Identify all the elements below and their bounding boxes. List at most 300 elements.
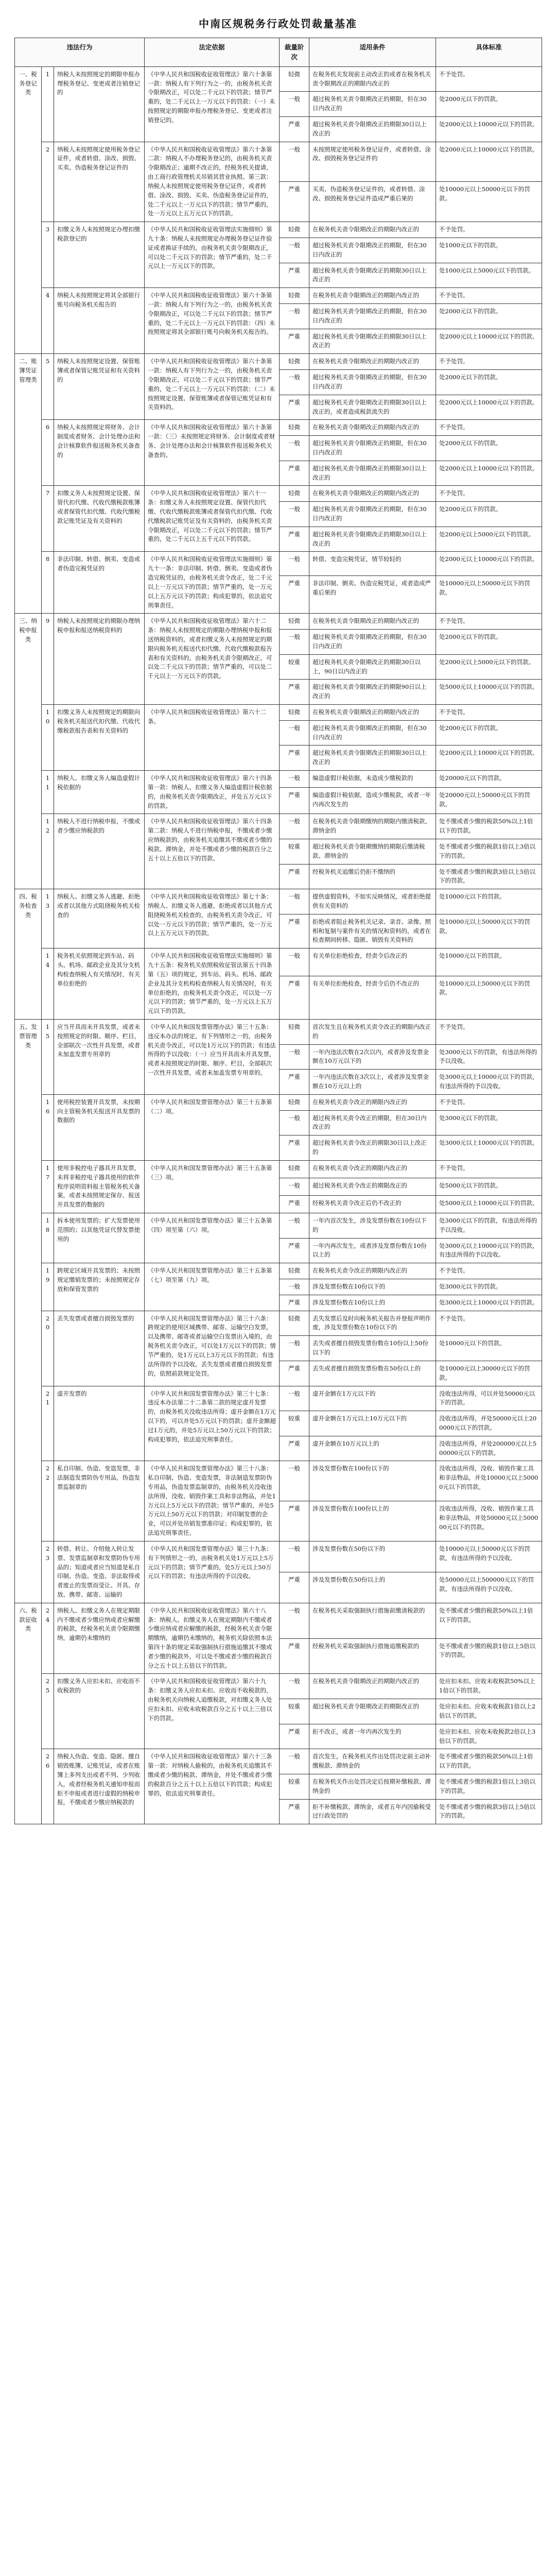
violation-cell: 使用税控装置开具发票，未按期向主管税务机关报送开具发票的数据的	[54, 1094, 145, 1160]
applicable-condition: 超过税务机关责令限期改正的期限，但在30日内改正的	[309, 238, 436, 263]
table-row	[15, 705, 542, 721]
penalty-standard: 不予处罚。	[436, 66, 542, 92]
item-number: 14	[42, 948, 54, 1020]
applicable-condition: 超过税务机关责令限期改正的期限，但在30日内改正的	[309, 370, 436, 395]
discretion-level: 一般	[280, 630, 309, 655]
penalty-standard: 处10000元以下的罚款。	[436, 948, 542, 976]
applicable-condition: 丢失发票后及时向税务机关报告并登报声明作废，涉及发票份数在10份以下的	[309, 1311, 436, 1336]
applicable-condition: 编造虚假计税依据，造成少缴税款，或者一年内再次发生的	[309, 787, 436, 814]
item-number: 24	[42, 1603, 54, 1674]
penalty-standard: 处不缴或者少缴的税款1倍以上3倍以下的罚款。	[436, 1774, 542, 1799]
discretion-level: 严重	[280, 914, 309, 948]
discretion-level: 轻微	[280, 66, 309, 92]
discretion-level: 轻微	[280, 1019, 309, 1044]
item-number: 3	[42, 222, 54, 288]
applicable-condition: 在税务机关采取强制执行措施前缴清税款的	[309, 1603, 436, 1638]
penalty-standard: 没收违法所得，并处200000元以上500000元以下的罚款。	[436, 1436, 542, 1461]
applicable-condition: 涉及发票份数在10份以上的	[309, 1295, 436, 1311]
applicable-condition: 在税务机关责令改正的期限内改正的	[309, 1160, 436, 1178]
violation-cell: 纳税人未按照规定的期限申报办理税务登记、变更或者注销登记的	[54, 66, 145, 142]
legal-basis-cell: 《中华人民共和国发票管理办法》第三十七条：违反本办法第二十二条第二款的规定虚开发票的，由税务机关没收违法所得；虚开金额在1万元以下的，可以并处5万元以下的罚款；虚开金额超过1万元的，并处5万元以上50万元以下的罚款；构成犯罪的，依法追究刑事责任。	[145, 1386, 280, 1461]
penalty-standard: 处3000元以上10000元以下的罚款，有违法所得的予以没收。	[436, 1238, 542, 1263]
penalty-standard: 处3000元以下的罚款。	[436, 1279, 542, 1295]
discretion-level: 严重	[280, 787, 309, 814]
discretion-level: 一般	[280, 1044, 309, 1070]
item-number: 26	[42, 1749, 54, 1824]
discretion-level: 一般	[280, 436, 309, 461]
applicable-condition: 经税务机关追缴后仍拒不缴纳的	[309, 864, 436, 889]
legal-basis-cell: 《中华人民共和国税收征收管理法》第六十条第一款：纳税人有下列行为之一的，由税务机关责令限期改正，可以处二千元以下的罚款；情节严重的，处二千元以上一万元以下的罚款：（一）未按照规定的期限申报办理税务登记、变更或者注销登记的。	[145, 66, 280, 142]
applicable-condition: 丢失或者擅自损毁发票份数在10份以上50份以下的	[309, 1336, 436, 1361]
violation-cell: 虚开发票的	[54, 1386, 145, 1461]
penalty-standard: 不予处罚。	[436, 1160, 542, 1178]
discretion-level: 严重	[280, 1136, 309, 1161]
penalty-standard: 处不缴或者少缴的税款3倍以上5倍以下的罚款。	[436, 864, 542, 889]
discretion-level: 较重	[280, 839, 309, 864]
discretion-level: 一般	[280, 814, 309, 839]
penalty-standard: 处不缴或者少缴的税款1倍以上3倍以下的罚款。	[436, 839, 542, 864]
penalty-standard: 不予处罚。	[436, 1311, 542, 1336]
penalty-standard: 处不缴或者少缴的税款3倍以上5倍以下的罚款。	[436, 1799, 542, 1824]
item-number: 1	[42, 66, 54, 142]
penalty-standard: 处3000元以上10000元以下的罚款。	[436, 1136, 542, 1161]
discretion-level: 严重	[280, 680, 309, 705]
discretion-level: 严重	[280, 1361, 309, 1386]
applicable-condition: 涉及发票份数在10份以下的	[309, 1279, 436, 1295]
item-number: 19	[42, 1263, 54, 1311]
violation-cell: 纳税人、扣缴义务人在规定期限内不缴或者少缴应纳或者应解缴的税款，经税务机关责令限期缴纳，逾期仍未缴纳的	[54, 1603, 145, 1674]
legal-basis-cell: 《中华人民共和国税收征收管理法》第六十八条：纳税人、扣缴义务人在规定期限内不缴或者少缴应纳或者应解缴的税款，经税务机关责令限期缴纳，逾期仍未缴纳的，税务机关除依照本法第四十条的规定采取强制执行措施追缴其不缴或者少缴的税款外，可以处不缴或者少缴的税款百分之五十以上五倍以下的罚款。	[145, 1603, 280, 1674]
applicable-condition: 在税务机关责令改正的期限内改正的	[309, 1263, 436, 1279]
category-cell: 六、税款征收类	[15, 1603, 42, 1824]
table-row	[15, 354, 542, 370]
violation-cell: 非法印制、转借、倒卖、变造或者伪造完税凭证的	[54, 552, 145, 614]
penalty-standard: 不予处罚。	[436, 222, 542, 238]
item-number: 7	[42, 486, 54, 552]
discretion-level: 严重	[280, 395, 309, 420]
violation-cell: 纳税人伪造、变造、隐匿、擅自销毁账簿、记账凭证，或者在账簿上多列支出或者不列、少列收入，或者经税务机关通知申报而拒不申报或者进行虚假的纳税申报，不缴或者少缴应纳税款的	[54, 1749, 145, 1824]
legal-basis-cell: 《中华人民共和国税收征收管理法实施细则》第九十五条：税务机关依照税收征管法第五十四条第（五）项的规定，到车站、码头、机场、邮政企业及其分支机构检查纳税人有关情况时，有关单位拒绝的，由税务机关责令改正，可以处一万元以下的罚款；情节严重的，处一万元以上五万元以下的罚款。	[145, 948, 280, 1020]
discretion-level: 严重	[280, 182, 309, 222]
legal-basis-cell: 《中华人民共和国税收征收管理法》第六十九条：扣缴义务人应扣未扣、应收而不收税款的，由税务机关向纳税人追缴税款，对扣缴义务人处应扣未扣、应收未收税款百分之五十以上三倍以下的罚款。	[145, 1674, 280, 1749]
penalty-standard: 没收违法所得，并处50000元以上200000元以下的罚款。	[436, 1411, 542, 1436]
item-number: 21	[42, 1386, 54, 1461]
table-row	[15, 1019, 542, 1044]
category-cell: 四、税务检查类	[15, 889, 42, 1020]
discretion-level: 严重	[280, 745, 309, 771]
discretion-level: 一般	[280, 1213, 309, 1238]
applicable-condition: 提供虚假资料，不如实反映情况，或者拒绝提供有关资料的	[309, 889, 436, 914]
discretion-level: 一般	[280, 1541, 309, 1572]
item-number: 6	[42, 420, 54, 486]
table-row	[15, 1094, 542, 1110]
table-row	[15, 1263, 542, 1279]
table-row	[15, 1461, 542, 1501]
legal-basis-cell: 《中华人民共和国发票管理办法》第三十六条：跨规定的使用区域携带、邮寄、运输空白发票，以及携带、邮寄或者运输空白发票出入境的，由税务机关责令改正，可以处1万元以下的罚款；情节严重的，处1万元以上3万元以下的罚款；有违法所得的予以没收。丢失发票或者擅自损毁发票的，依照前款规定处罚。	[145, 1311, 280, 1386]
header-standard: 具体标准	[436, 38, 542, 67]
applicable-condition: 超过税务机关责令限期改正的期限，但在30日内改正的	[309, 436, 436, 461]
penalty-standard: 处5000元以下的罚款。	[436, 1178, 542, 1195]
violation-cell: 拆本使用发票的；扩大发票使用范围的；以其他凭证代替发票使用的	[54, 1213, 145, 1263]
applicable-condition: 一年内违法次数在2次以内，或者涉及发票金额在10万元以下的	[309, 1044, 436, 1070]
penalty-standard: 处2000元以上5000元以下的罚款。	[436, 527, 542, 552]
penalty-standard: 没收违法所得，没收、销毁作案工具和非法物品，并处10000元以上50000元以下的罚款。	[436, 1461, 542, 1501]
legal-basis-cell: 《中华人民共和国发票管理办法》第三十八条：私自印制、伪造、变造发票，非法制造发票防伪专用品，伪造发票监制章的，由税务机关没收违法所得，没收、销毁作案工具和非法物品，并处1万元以上5万元以下的罚款；情节严重的，并处5万元以上50万元以下的罚款；对印制发票的企业，可以并处吊销发票准印证；构成犯罪的，依法追究刑事责任。	[145, 1461, 280, 1541]
table-row	[15, 222, 542, 238]
applicable-condition: 在税务机关责令限期改正的期限内改正的	[309, 288, 436, 304]
applicable-condition: 超过税务机关责令限期改正的期限，但在30日内改正的	[309, 304, 436, 329]
applicable-condition: 在税务机关责令限期改正的期限内改正的	[309, 354, 436, 370]
item-number: 22	[42, 1461, 54, 1541]
legal-basis-cell: 《中华人民共和国税收征收管理法实施细则》第九十条：纳税人未按照规定办理税务登记证件验证或者换证手续的，由税务机关责令限期改正，可以处二千元以下的罚款；情节严重的，处二千元以上一万元以下的罚款。	[145, 222, 280, 288]
penalty-standard: 不予处罚。	[436, 420, 542, 436]
discretion-level: 较重	[280, 1411, 309, 1436]
applicable-condition: 经税务机关责令改正后仍不改正的	[309, 1195, 436, 1213]
penalty-standard: 处10000元以下的罚款。	[436, 1336, 542, 1361]
applicable-condition: 买卖、伪造税务登记证件的，或者转借、涂改、损毁税务登记证件造成严重后果的	[309, 182, 436, 222]
applicable-condition: 首次发生且在税务机关责令改正的期限内改正的	[309, 1019, 436, 1044]
discretion-level: 轻微	[280, 1160, 309, 1178]
discretion-level: 较重	[280, 1699, 309, 1724]
table-row	[15, 1160, 542, 1178]
applicable-condition: 未按照规定使用税务登记证件，或者转借、涂改、损毁税务登记证件的	[309, 142, 436, 182]
item-number: 13	[42, 889, 54, 948]
applicable-condition: 有关单位拒绝检查，经责令后仍不改正的	[309, 976, 436, 1019]
applicable-condition: 超过税务机关责令限期改正的期限改正的	[309, 1699, 436, 1724]
penalty-standard: 处10000元以上50000元以下的罚款。	[436, 575, 542, 613]
item-number: 10	[42, 705, 54, 771]
discretion-level: 一般	[280, 1110, 309, 1136]
penalty-standard: 处2000元以上10000元以下的罚款。	[436, 117, 542, 142]
applicable-condition: 超过税务机关责令限期缴纳的期限后缴清税款、滞纳金的	[309, 839, 436, 864]
discretion-level: 一般	[280, 948, 309, 976]
discretion-level: 严重	[280, 117, 309, 142]
penalty-standard: 没收违法所得，没收、销毁作案工具和非法物品，并处50000元以上500000元以下的罚款。	[436, 1501, 542, 1541]
discretion-level: 一般	[280, 370, 309, 395]
discretion-level: 轻微	[280, 420, 309, 436]
violation-cell: 纳税人未按照规定设置、保管账簿或者保管记账凭证和有关资料的	[54, 354, 145, 420]
legal-basis-cell: 《中华人民共和国发票管理办法》第三十五条第（二）项。	[145, 1094, 280, 1160]
item-number: 2	[42, 142, 54, 222]
discretion-level: 一般	[280, 1178, 309, 1195]
discretion-level: 一般	[280, 304, 309, 329]
applicable-condition: 涉及发票份数在50份以下的	[309, 1541, 436, 1572]
violation-cell: 纳税人、扣缴义务人逃避、拒绝或者以其他方式阻挠税务机关检查的	[54, 889, 145, 948]
legal-basis-cell: 《中华人民共和国税收征收管理法》第六十四条第二款：纳税人不进行纳税申报，不缴或者少缴应纳税款的，由税务机关追缴其不缴或者少缴的税款、滞纳金，并处不缴或者少缴的税款百分之五十以上五倍以下的罚款。	[145, 814, 280, 889]
applicable-condition: 虚开金额在1万元以下的	[309, 1386, 436, 1411]
discretion-level: 严重	[280, 1295, 309, 1311]
discretion-level: 一般	[280, 1336, 309, 1361]
table-row	[15, 1386, 542, 1411]
table-row	[15, 771, 542, 788]
discretion-level: 严重	[280, 461, 309, 486]
violation-cell: 转借、转让、介绍他人转让发票、发票监制章和发票防伪专用品的；知道或者应当知道是私自印制、伪造、变造、非法取得或者废止的发票而受让、开具、存放、携带、邮寄、运输的	[54, 1541, 145, 1603]
penalty-standard: 不予处罚。	[436, 1019, 542, 1044]
discretion-level: 较重	[280, 654, 309, 680]
violation-cell: 纳税人未按照规定使用税务登记证件，或者转借、涂改、损毁、买卖、伪造税务登记证件的	[54, 142, 145, 222]
applicable-condition: 拒绝或者阻止税务机关记录、录音、录像、照相和复制与案件有关的情况和资料的，或者在检查期间转移、隐匿、销毁有关资料的	[309, 914, 436, 948]
violation-cell: 丢失发票或者擅自损毁发票的	[54, 1311, 145, 1386]
penalty-standard: 处2000元以上10000元以下的罚款。	[436, 745, 542, 771]
penalty-standard: 不予处罚。	[436, 486, 542, 502]
penalty-standard: 处5000元以上10000元以下的罚款。	[436, 1195, 542, 1213]
table-row	[15, 1541, 542, 1572]
applicable-condition: 超过税务机关责令改正的期限，但在30日内改正的	[309, 1110, 436, 1136]
table-row	[15, 814, 542, 839]
violation-cell: 纳税人未按照规定的期限办理纳税申报和报送纳税资料的	[54, 614, 145, 705]
discretion-level: 一般	[280, 552, 309, 575]
discretion-level: 轻微	[280, 222, 309, 238]
item-number: 15	[42, 1019, 54, 1094]
table-header-row	[15, 38, 542, 67]
penalty-standard: 处3000元以下的罚款，有违法所得的予以没收。	[436, 1213, 542, 1238]
discretion-level: 严重	[280, 1799, 309, 1824]
applicable-condition: 拒不改正，或者一年内再次发生的	[309, 1724, 436, 1749]
penalty-standard: 处3000元以下的罚款，有违法所得的予以没收。	[436, 1044, 542, 1070]
discretion-level: 一般	[280, 1461, 309, 1501]
violation-cell: 私自印制、伪造、变造发票，非法制造发票防伪专用品，伪造发票监制章的	[54, 1461, 145, 1541]
item-number: 12	[42, 814, 54, 889]
penalty-standard: 处应扣未扣、应收未收税款50%以上1倍以下的罚款。	[436, 1674, 542, 1699]
penalty-standard: 处10000元以上50000元以下的罚款。	[436, 914, 542, 948]
header-condition: 适用条件	[309, 38, 436, 67]
discretion-level: 严重	[280, 1638, 309, 1674]
applicable-condition: 丢失或者擅自损毁发票份数在50份以上的	[309, 1361, 436, 1386]
violation-cell: 扣缴义务人未按照规定设置、保管代扣代缴、代收代缴税款账簿或者保管代扣代缴、代收代缴税款记账凭证及有关资料的	[54, 486, 145, 552]
table-row	[15, 889, 542, 914]
discretion-level: 严重	[280, 1195, 309, 1213]
item-number: 23	[42, 1541, 54, 1603]
penalty-standard: 处应扣未扣、应收未收税款1倍以上2倍以下的罚款。	[436, 1699, 542, 1724]
legal-basis-cell: 《中华人民共和国税收征收管理法》第六十条第一款：（三）未按照规定将财务、会计制度或者财务、会计处理办法和会计核算软件报送税务机关备查的。	[145, 420, 280, 486]
violation-cell: 扣缴义务人应扣未扣、应收而不收税款的	[54, 1674, 145, 1749]
table-row	[15, 1213, 542, 1238]
discretion-level: 一般	[280, 238, 309, 263]
applicable-condition: 在税务机关责令限期改正的期限内改正的	[309, 222, 436, 238]
applicable-condition: 一年内违法次数在3次以上，或者涉及发票金额在10万元以上的	[309, 1070, 436, 1095]
table-row	[15, 288, 542, 304]
discretion-level: 一般	[280, 1279, 309, 1295]
applicable-condition: 超过税务机关责令限期改正的期限30日以上改正的	[309, 527, 436, 552]
table-row	[15, 948, 542, 976]
violation-cell: 应当开具而未开具发票，或者未按照规定的时限、顺序、栏目，全部联次一次性开具发票，或者未加盖发票专用章的	[54, 1019, 145, 1094]
item-number: 25	[42, 1674, 54, 1749]
penalty-standard: 处2000元以下的罚款。	[436, 502, 542, 527]
legal-basis-cell: 《中华人民共和国发票管理办法》第三十九条：有下列情形之一的，由税务机关处1万元以上5万元以下的罚款；情节严重的，处5万元以上50万元以下的罚款；有违法所得的予以没收。	[145, 1541, 280, 1603]
category-cell: 三、纳税申报类	[15, 614, 42, 889]
applicable-condition: 有关单位拒绝检查，经责令后改正的	[309, 948, 436, 976]
table-row	[15, 552, 542, 575]
discretion-level: 严重	[280, 1436, 309, 1461]
penalty-standard: 不予处罚。	[436, 288, 542, 304]
category-cell: 二、账簿凭证管理类	[15, 354, 42, 614]
discretion-level: 轻微	[280, 1311, 309, 1336]
penalty-standard: 处20000元以上50000元以下的罚款。	[436, 787, 542, 814]
applicable-condition: 编造虚假计税依据，未造成少缴税款的	[309, 771, 436, 788]
legal-basis-cell: 《中华人民共和国发票管理办法》第三十五条第（七）项至第（九）项。	[145, 1263, 280, 1311]
discretion-level: 一般	[280, 720, 309, 745]
discretion-level: 一般	[280, 92, 309, 117]
violation-cell: 税务机关依照规定到车站、码头、机场、邮政企业及其分支机构检查纳税人有关情况时，有关单位拒绝的	[54, 948, 145, 1020]
applicable-condition: 在税务机关责令改正的期限内改正的	[309, 1094, 436, 1110]
penalty-standard: 处5000元以上10000元以下的罚款。	[436, 680, 542, 705]
applicable-condition: 在税务机关责令限期改正的期限内改正的	[309, 486, 436, 502]
item-number: 16	[42, 1094, 54, 1160]
legal-basis-cell: 《中华人民共和国税收征收管理法实施细则》第九十一条：非法印制、转借、倒卖、变造或者伪造完税凭证的，由税务机关责令改正，处二千元以上一万元以下的罚款；情节严重的，处一万元以上五万元以下的罚款；构成犯罪的，依法追究刑事责任。	[145, 552, 280, 614]
applicable-condition: 首次发生，在税务机关作出处罚决定前主动补缴税款、滞纳金的	[309, 1749, 436, 1774]
violation-cell: 跨规定区域开具发票的；未按照规定缴销发票的；未按照规定存放和保管发票的	[54, 1263, 145, 1311]
penalty-standard: 处2000元以上10000元以下的罚款。	[436, 329, 542, 354]
applicable-condition: 在税务机关发现前主动改正的或者在税务机关责令限期改正的期限内改正的	[309, 66, 436, 92]
penalty-standard: 处2000元以下的罚款。	[436, 720, 542, 745]
applicable-condition: 非法印制、倒卖、伪造完税凭证，或者造成严重后果的	[309, 575, 436, 613]
penalty-standard: 处2000元以上10000元以下的罚款。	[436, 142, 542, 182]
penalty-standard: 处10000元以上50000元以下的罚款。	[436, 182, 542, 222]
penalty-standard: 处3000元以下的罚款。	[436, 1110, 542, 1136]
legal-basis-cell: 《中华人民共和国税收征收管理法》第六十一条：扣缴义务人未按照规定设置、保管代扣代缴、代收代缴税款账簿或者保管代扣代缴、代收代缴税款记账凭证及有关资料的，由税务机关责令限期改正，可以处二千元以下的罚款；情节严重的，处二千元以上五千元以下的罚款。	[145, 486, 280, 552]
header-violation: 违法行为	[15, 38, 145, 67]
legal-basis-cell: 《中华人民共和国税收征收管理法》第六十二条：纳税人未按照规定的期限办理纳税申报和报送纳税资料的，或者扣缴义务人未按照规定的期限向税务机关报送代扣代缴、代收代缴税款报告表和有关资料的，由税务机关责令限期改正，可以处二千元以下的罚款；情节严重的，可以处二千元以上一万元以下的罚款。	[145, 614, 280, 705]
discretion-level: 一般	[280, 142, 309, 182]
penalty-standard: 处2000元以上5000元以下的罚款。	[436, 654, 542, 680]
discretion-level: 一般	[280, 1603, 309, 1638]
applicable-condition: 一年内再次发生，或者涉及发票份数在10份以上的	[309, 1238, 436, 1263]
penalty-standard: 处2000元以上10000元以下的罚款。	[436, 552, 542, 575]
discretion-level: 一般	[280, 771, 309, 788]
table-row	[15, 1603, 542, 1638]
applicable-condition: 超过税务机关责令限期改正的期限30日以上改正的	[309, 329, 436, 354]
penalty-standard: 处10000元以上30000元以下的罚款。	[436, 1361, 542, 1386]
discretion-level: 严重	[280, 1501, 309, 1541]
table-header	[15, 38, 542, 67]
table-row	[15, 1674, 542, 1699]
applicable-condition: 超过税务机关责令限期改正的期限30日以上改正的，或者造成税款流失的	[309, 395, 436, 420]
table-row	[15, 142, 542, 182]
discretion-level: 较重	[280, 1774, 309, 1799]
document-title: 中南区规税务行政处罚裁量基准	[199, 18, 357, 30]
header-basis: 法定依据	[145, 38, 280, 67]
discretion-level: 严重	[280, 527, 309, 552]
discretion-level: 严重	[280, 329, 309, 354]
penalty-standard: 处应扣未扣、应收未收税款2倍以上3倍以下的罚款。	[436, 1724, 542, 1749]
violation-cell: 纳税人、扣缴义务人编造虚假计税依据的	[54, 771, 145, 814]
discretion-level: 轻微	[280, 354, 309, 370]
legal-basis-cell: 《中华人民共和国税收征收管理法》第六十三条第一款：对纳税人偷税的，由税务机关追缴其不缴或者少缴的税款、滞纳金，并处不缴或者少缴的税款百分之五十以上五倍以下的罚款；构成犯罪的，依法追究刑事责任。	[145, 1749, 280, 1824]
legal-basis-cell: 《中华人民共和国税收征收管理法》第六十条第一款：纳税人有下列行为之一的，由税务机关责令限期改正，可以处二千元以下的罚款；情节严重的，处二千元以上一万元以下的罚款：（四）未按照规定将其全部银行账号向税务机关报告的。	[145, 288, 280, 354]
penalty-standard: 处10000元以上50000元以下的罚款。	[436, 976, 542, 1019]
applicable-condition: 在税务机关责令限期缴纳的期限内缴清税款、滞纳金的	[309, 814, 436, 839]
penalty-standard: 处50000元以上500000元以下的罚款，有违法所得的予以没收。	[436, 1572, 542, 1603]
category-cell: 五、发票管理类	[15, 1019, 42, 1603]
applicable-condition: 超过税务机关责令改正的期限改正的	[309, 1178, 436, 1195]
legal-basis-cell: 《中华人民共和国税收征收管理法》第六十条第一款：纳税人有下列行为之一的，由税务机关责令限期改正，可以处二千元以下的罚款；情节严重的，处二千元以上一万元以下的罚款：（二）未按照规定设置、保管账簿或者保管记账凭证和有关资料的。	[145, 354, 280, 420]
penalty-table	[14, 38, 542, 1824]
penalty-standard: 处3000元以上10000元以下的罚款。	[436, 1295, 542, 1311]
applicable-condition: 虚开金额在1万元以上10万元以下的	[309, 1411, 436, 1436]
item-number: 11	[42, 771, 54, 814]
penalty-standard: 不予处罚。	[436, 1094, 542, 1110]
discretion-level: 轻微	[280, 614, 309, 630]
applicable-condition: 涉及发票份数在100份以上的	[309, 1501, 436, 1541]
item-number: 18	[42, 1213, 54, 1263]
penalty-standard: 处不缴或者少缴的税款1倍以上5倍以下的罚款。	[436, 1638, 542, 1674]
table-row	[15, 614, 542, 630]
legal-basis-cell: 《中华人民共和国税收征收管理法》第六十二条。	[145, 705, 280, 771]
penalty-standard: 处3000元以上10000元以下的罚款，有违法所得的予以没收。	[436, 1070, 542, 1095]
penalty-standard: 处2000元以上10000元以下的罚款。	[436, 395, 542, 420]
applicable-condition: 经税务机关采取强制执行措施追缴税款的	[309, 1638, 436, 1674]
violation-cell: 纳税人未按照规定将其全部银行账号向税务机关报告的	[54, 288, 145, 354]
applicable-condition: 虚开金额在10万元以上的	[309, 1436, 436, 1461]
penalty-standard: 处10000元以上50000元以下的罚款，有违法所得的予以没收。	[436, 1541, 542, 1572]
violation-cell: 纳税人不进行纳税申报，不缴或者少缴应纳税款的	[54, 814, 145, 889]
discretion-level: 严重	[280, 1238, 309, 1263]
applicable-condition: 涉及发票份数在100份以下的	[309, 1461, 436, 1501]
applicable-condition: 超过税务机关责令限期改正的期限30日以上改正的	[309, 263, 436, 288]
violation-cell: 使用非税控电子器具开具发票，未将非税控电子器具使用的软件程序说明资料报主管税务机关备案，或者未按照规定保存、报送开具发票的数据的	[54, 1160, 145, 1213]
discretion-level: 严重	[280, 1724, 309, 1749]
applicable-condition: 转借、变造完税凭证，情节较轻的	[309, 552, 436, 575]
header-level: 裁量阶次	[280, 38, 309, 67]
item-number: 20	[42, 1311, 54, 1386]
discretion-level: 轻微	[280, 1094, 309, 1110]
discretion-level: 轻微	[280, 705, 309, 721]
penalty-standard: 处1000元以下的罚款。	[436, 238, 542, 263]
penalty-standard: 处20000元以下的罚款。	[436, 771, 542, 788]
penalty-standard: 处2000元以下的罚款。	[436, 92, 542, 117]
penalty-standard: 处2000元以下的罚款。	[436, 370, 542, 395]
discretion-level: 轻微	[280, 486, 309, 502]
applicable-condition: 在税务机关责令限期改正的期限内改正的	[309, 705, 436, 721]
item-number: 5	[42, 354, 54, 420]
discretion-level: 严重	[280, 575, 309, 613]
applicable-condition: 超过税务机关责令限期改正的期限，但在30日内改正的	[309, 630, 436, 655]
applicable-condition: 在税务机关作出处罚决定后按期补缴税款、滞纳金的	[309, 1774, 436, 1799]
penalty-standard: 不予处罚。	[436, 1263, 542, 1279]
discretion-level: 一般	[280, 1749, 309, 1774]
discretion-level: 一般	[280, 1386, 309, 1411]
item-number: 4	[42, 288, 54, 354]
discretion-level: 一般	[280, 889, 309, 914]
table-body	[15, 66, 542, 1824]
legal-basis-cell: 《中华人民共和国发票管理办法》第三十五条第（四）项至第（六）项。	[145, 1213, 280, 1263]
applicable-condition: 超过税务机关责令限期改正的期限30日以上改正的	[309, 461, 436, 486]
legal-basis-cell: 《中华人民共和国发票管理办法》第三十五条第（三）项。	[145, 1160, 280, 1213]
penalty-standard: 处2000元以下的罚款。	[436, 630, 542, 655]
discretion-level: 轻微	[280, 1263, 309, 1279]
violation-cell: 纳税人未按照规定将财务、会计制度或者财务、会计处理办法和会计核算软件报送税务机关备查的	[54, 420, 145, 486]
penalty-standard: 处2000元以下的罚款。	[436, 436, 542, 461]
discretion-level: 严重	[280, 976, 309, 1019]
applicable-condition: 超过税务机关责令限期改正的期限30日以上，90日以内改正的	[309, 654, 436, 680]
discretion-level: 严重	[280, 864, 309, 889]
legal-basis-cell: 《中华人民共和国税收征收管理法》第六十四条第一款：纳税人、扣缴义务人编造虚假计税依据的，由税务机关责令限期改正，并处五万元以下的罚款。	[145, 771, 280, 814]
applicable-condition: 在税务机关责令限期改正的期限内改正的	[309, 614, 436, 630]
penalty-standard: 处不缴或者少缴的税款50%以上1倍以下的罚款。	[436, 1603, 542, 1638]
violation-cell: 扣缴义务人未按照规定办理扣缴税款登记的	[54, 222, 145, 288]
table-row	[15, 66, 542, 92]
discretion-level: 严重	[280, 1070, 309, 1095]
applicable-condition: 超过税务机关责令限期改正的期限，但在30日内改正的	[309, 720, 436, 745]
legal-basis-cell: 《中华人民共和国税收征收管理法》第六十条第二款：纳税人不办理税务登记的，由税务机关责令限期改正；逾期不改正的，经税务机关提请，由工商行政管理机关吊销其营业执照。第三款：纳税人未按照规定使用税务登记证件，或者转借、涂改、损毁、买卖、伪造税务登记证件的，处二千元以上一万元以下的罚款；情节严重的，处一万元以上五万元以下的罚款。	[145, 142, 280, 222]
penalty-standard: 处10000元以下的罚款。	[436, 889, 542, 914]
applicable-condition: 一年内首次发生，涉及发票份数在10份以下的	[309, 1213, 436, 1238]
penalty-standard: 没收违法所得，可以并处50000元以下的罚款。	[436, 1386, 542, 1411]
applicable-condition: 超过税务机关责令限期改正的期限30日以上改正的	[309, 745, 436, 771]
item-number: 17	[42, 1160, 54, 1213]
table-row	[15, 486, 542, 502]
discretion-level: 轻微	[280, 288, 309, 304]
